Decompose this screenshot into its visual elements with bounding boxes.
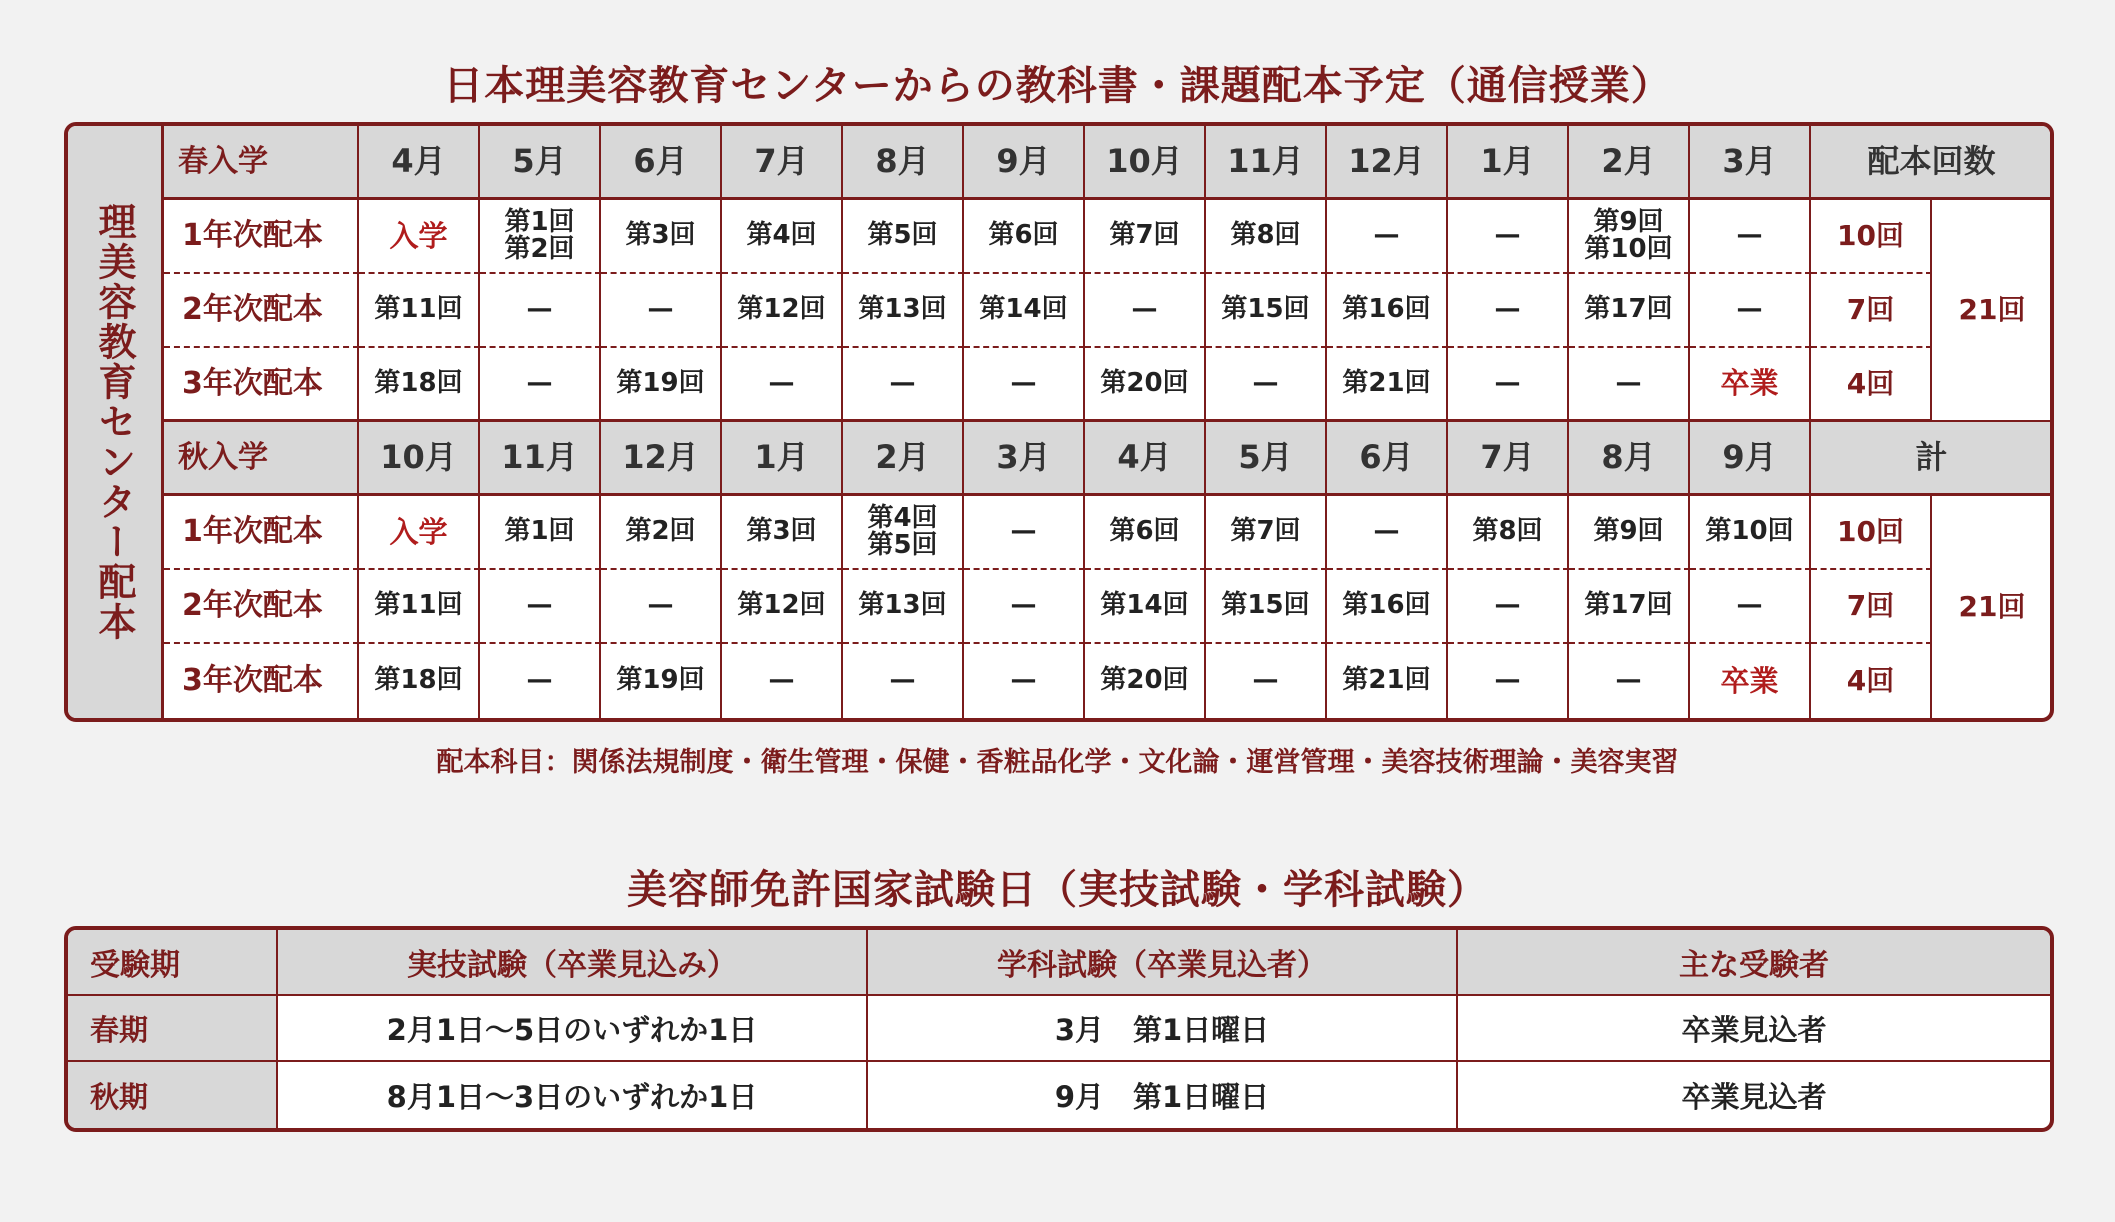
schedule-cell: — xyxy=(1448,348,1569,422)
month-header: 3月 xyxy=(964,422,1085,496)
exam-header: 主な受験者 xyxy=(1458,930,2050,996)
year-label: 3年次配本 xyxy=(164,348,359,422)
total-cell: 21回 xyxy=(1958,590,2026,624)
month-header: 7月 xyxy=(722,126,843,200)
schedule-cell: — xyxy=(722,644,843,718)
month-header: 11月 xyxy=(1206,126,1327,200)
schedule-cell: 第21回 xyxy=(1327,348,1448,422)
schedule-cell: 第18回 xyxy=(359,348,480,422)
sidebar-label: 理美容教育センター配本 xyxy=(92,202,136,642)
schedule-cell: 第9回 第10回 xyxy=(1569,200,1690,274)
schedule-cell: — xyxy=(1448,570,1569,644)
schedule-cell: — xyxy=(1690,570,1811,644)
year-label: 2年次配本 xyxy=(164,274,359,348)
schedule-cell: 第9回 xyxy=(1569,496,1690,570)
month-header: 4月 xyxy=(1085,422,1206,496)
schedule-cell: 第3回 xyxy=(722,496,843,570)
schedule-cell: — xyxy=(843,348,964,422)
schedule-cell: 第11回 xyxy=(359,570,480,644)
schedule-cell: 第20回 xyxy=(1085,644,1206,718)
exam-table xyxy=(64,926,2054,1132)
exam-cell: 卒業見込者 xyxy=(1458,996,2050,1062)
autumn-tag: 秋入学 xyxy=(164,422,359,496)
schedule-cell: 第21回 xyxy=(1327,644,1448,718)
spring-tag: 春入学 xyxy=(164,126,359,200)
year-label: 1年次配本 xyxy=(164,496,359,570)
schedule-cell: — xyxy=(1569,644,1690,718)
schedule-cell: 第14回 xyxy=(964,274,1085,348)
count-cell: 7回 xyxy=(1811,570,1932,644)
schedule-cell: 第3回 xyxy=(601,200,722,274)
schedule-cell: 第1回 第2回 xyxy=(480,200,601,274)
exam-title: 美容師免許国家試験日（実技試験・学科試験） xyxy=(627,867,1488,913)
schedule-cell: — xyxy=(964,570,1085,644)
month-header: 9月 xyxy=(1690,422,1811,496)
month-header: 3月 xyxy=(1690,126,1811,200)
schedule-cell: 第10回 xyxy=(1690,496,1811,570)
schedule-cell: 第17回 xyxy=(1569,570,1690,644)
exam-cell: 8月1日〜3日のいずれか1日 xyxy=(278,1062,868,1128)
schedule-cell: — xyxy=(480,570,601,644)
schedule-cell: 第15回 xyxy=(1206,274,1327,348)
year-label: 2年次配本 xyxy=(164,570,359,644)
schedule-cell: 第17回 xyxy=(1569,274,1690,348)
exam-cell: 2月1日〜5日のいずれか1日 xyxy=(278,996,868,1062)
schedule-cell: — xyxy=(480,274,601,348)
schedule-cell: 入学 xyxy=(359,496,480,570)
schedule-cell: 第4回 xyxy=(722,200,843,274)
schedule-cell: — xyxy=(964,348,1085,422)
schedule-cell: — xyxy=(1448,274,1569,348)
schedule-cell: 第13回 xyxy=(843,570,964,644)
month-header: 12月 xyxy=(601,422,722,496)
sidebar-label-cell xyxy=(68,126,164,718)
schedule-cell: — xyxy=(1569,348,1690,422)
schedule-cell: — xyxy=(964,496,1085,570)
schedule-title: 日本理美容教育センターからの教科書・課題配本予定（通信授業） xyxy=(443,63,1672,109)
schedule-cell: — xyxy=(964,644,1085,718)
count-cell: 10回 xyxy=(1811,200,1932,274)
schedule-cell: 第8回 xyxy=(1206,200,1327,274)
count-cell: 4回 xyxy=(1811,644,1932,718)
exam-header: 実技試験（卒業見込み） xyxy=(278,930,868,996)
month-header: 5月 xyxy=(480,126,601,200)
schedule-cell: 第2回 xyxy=(601,496,722,570)
schedule-cell: 第5回 xyxy=(843,200,964,274)
schedule-cell: — xyxy=(1690,274,1811,348)
year-label: 1年次配本 xyxy=(164,200,359,274)
month-header: 1月 xyxy=(1448,126,1569,200)
schedule-cell: 第19回 xyxy=(601,644,722,718)
month-header: 6月 xyxy=(601,126,722,200)
month-header: 2月 xyxy=(1569,126,1690,200)
schedule-cell: — xyxy=(1206,644,1327,718)
schedule-cell: 第6回 xyxy=(964,200,1085,274)
schedule-cell: — xyxy=(1448,644,1569,718)
exam-period-label: 秋期 xyxy=(68,1062,278,1128)
schedule-cell: — xyxy=(601,570,722,644)
count-header: 計 xyxy=(1811,422,2052,496)
schedule-cell: 第16回 xyxy=(1327,570,1448,644)
schedule-cell: 第15回 xyxy=(1206,570,1327,644)
schedule-cell: 第1回 xyxy=(480,496,601,570)
month-header: 6月 xyxy=(1327,422,1448,496)
schedule-cell: — xyxy=(1085,274,1206,348)
count-header: 配本回数 xyxy=(1811,126,2052,200)
month-header: 9月 xyxy=(964,126,1085,200)
schedule-cell: — xyxy=(1690,200,1811,274)
exam-cell: 卒業見込者 xyxy=(1681,1079,1827,1114)
exam-header: 受験期 xyxy=(68,930,278,996)
schedule-cell: 第4回 第5回 xyxy=(843,496,964,570)
schedule-cell: 第18回 xyxy=(359,644,480,718)
schedule-cell: 第6回 xyxy=(1085,496,1206,570)
schedule-cell: 第7回 xyxy=(1206,496,1327,570)
schedule-cell: 第20回 xyxy=(1085,348,1206,422)
schedule-cell: 第11回 xyxy=(359,274,480,348)
count-cell: 4回 xyxy=(1811,348,1932,422)
schedule-cell: 第7回 xyxy=(1085,200,1206,274)
schedule-cell: — xyxy=(843,644,964,718)
schedule-cell: 第14回 xyxy=(1085,570,1206,644)
total-cell: 21回 xyxy=(1932,200,2052,422)
month-header: 10月 xyxy=(359,422,480,496)
schedule-grid xyxy=(164,126,2050,718)
schedule-cell: 卒業 xyxy=(1690,348,1811,422)
month-header: 2月 xyxy=(843,422,964,496)
schedule-cell: — xyxy=(722,348,843,422)
schedule-cell: 卒業 xyxy=(1690,644,1811,718)
month-header: 7月 xyxy=(1448,422,1569,496)
distribution-schedule-table xyxy=(64,122,2054,722)
schedule-cell: 第16回 xyxy=(1327,274,1448,348)
schedule-cell: 第12回 xyxy=(722,570,843,644)
exam-cell: 3月 第1日曜日 xyxy=(868,996,1458,1062)
year-label: 3年次配本 xyxy=(164,644,359,718)
month-header: 1月 xyxy=(722,422,843,496)
month-header: 8月 xyxy=(843,126,964,200)
month-header: 5月 xyxy=(1206,422,1327,496)
exam-cell: 9月 第1日曜日 xyxy=(868,1062,1458,1128)
schedule-cell: — xyxy=(480,348,601,422)
count-cell: 10回 xyxy=(1811,496,1932,570)
subjects-note: 配本科目：関係法規制度・衛生管理・保健・香粧品化学・文化論・運営管理・美容技術理論・美容実習 xyxy=(436,747,1679,778)
schedule-cell: 第12回 xyxy=(722,274,843,348)
schedule-cell: 第19回 xyxy=(601,348,722,422)
schedule-cell: 第13回 xyxy=(843,274,964,348)
schedule-cell: — xyxy=(1448,200,1569,274)
schedule-cell: 第8回 xyxy=(1448,496,1569,570)
schedule-cell: — xyxy=(480,644,601,718)
month-header: 10月 xyxy=(1085,126,1206,200)
schedule-cell: 入学 xyxy=(359,200,480,274)
schedule-cell: — xyxy=(1327,496,1448,570)
exam-period-label: 春期 xyxy=(68,996,278,1062)
month-header: 11月 xyxy=(480,422,601,496)
count-cell: 7回 xyxy=(1811,274,1932,348)
month-header: 12月 xyxy=(1327,126,1448,200)
exam-header: 学科試験（卒業見込者） xyxy=(868,930,1458,996)
month-header: 8月 xyxy=(1569,422,1690,496)
schedule-cell: — xyxy=(1206,348,1327,422)
schedule-cell: — xyxy=(601,274,722,348)
schedule-cell: — xyxy=(1327,200,1448,274)
month-header: 4月 xyxy=(359,126,480,200)
